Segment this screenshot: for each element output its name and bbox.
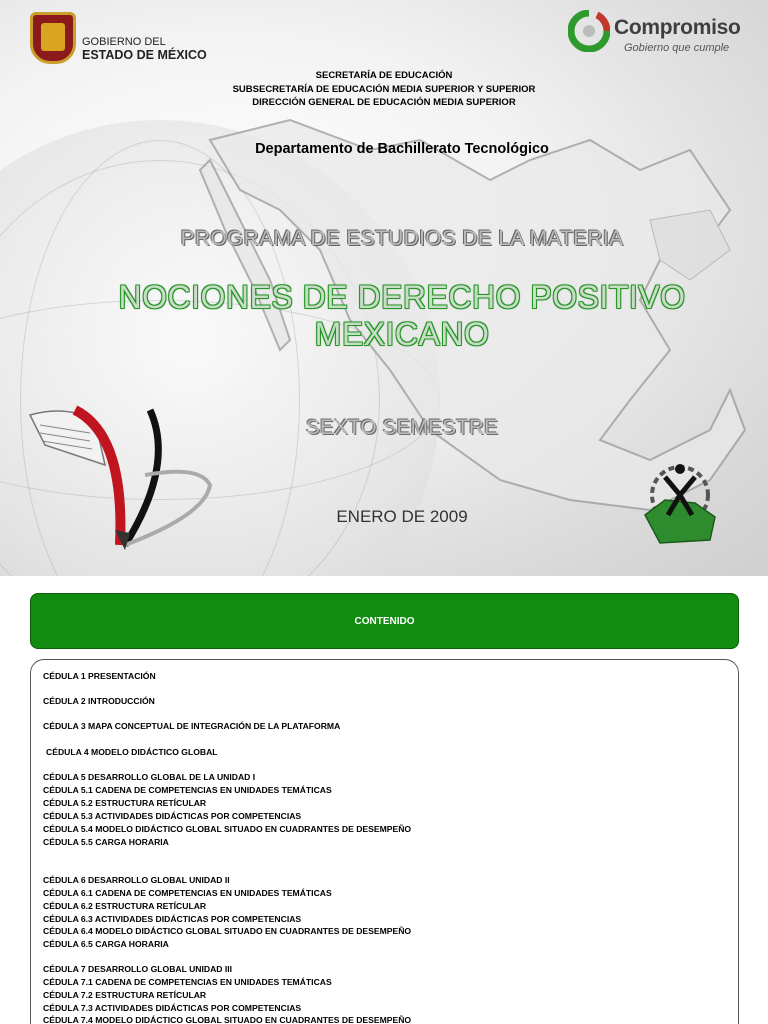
table-of-contents <box>30 659 739 1024</box>
secretaria-line: SECRETARÍA DE EDUCACIÓN <box>315 70 453 81</box>
toc-item[interactable]: CÉDULA 5.5 CARGA HORARIA <box>43 837 169 847</box>
department-title: Departamento de Bachillerato Tecnológico <box>255 141 549 157</box>
gov-line-1: GOBIERNO DEL <box>82 36 166 48</box>
program-heading: PROGRAMA DE ESTUDIOS DE LA MATERIA <box>180 227 624 250</box>
toc-item[interactable]: CÉDULA 7.2 ESTRUCTURA RETÍCULAR <box>43 990 207 1000</box>
contenido-label: CONTENIDO <box>354 615 415 627</box>
toc-item[interactable]: CÉDULA 5.4 MODELO DIDÁCTICO GLOBAL SITUADO EN CUADRANTES DE DESEMPEÑO <box>43 824 412 834</box>
subsecretaria-line: SUBSECRETARÍA DE EDUCACIÓN MEDIA SUPERIOR Y SUPERIOR <box>232 83 536 95</box>
date-label: ENERO DE 2009 <box>336 507 468 526</box>
toc-item[interactable]: CÉDULA 2 INTRODUCCIÓN <box>43 696 155 706</box>
coat-of-arms-icon <box>30 12 76 64</box>
subject-title <box>0 279 768 353</box>
toc-item[interactable]: CÉDULA 7.3 ACTIVIDADES DIDÁCTICAS POR COMPETENCIAS <box>43 1003 302 1013</box>
toc-item[interactable]: CÉDULA 5.1 CADENA DE COMPETENCIAS EN UNIDADES TEMÁTICAS <box>43 785 332 795</box>
compromiso-subtitle: Gobierno que cumple <box>624 42 730 54</box>
toc-item[interactable]: CÉDULA 6.1 CADENA DE COMPETENCIAS EN UNIDADES TEMÁTICAS <box>43 888 332 898</box>
toc-item[interactable]: CÉDULA 6.3 ACTIVIDADES DIDÁCTICAS POR COMPETENCIAS <box>43 914 302 924</box>
gobierno-estado-mexico-logo <box>30 12 220 68</box>
toc-item[interactable]: CÉDULA 5.2 ESTRUCTURA RETÍCULAR <box>43 798 207 808</box>
subject-title-line-2: MEXICANO <box>314 316 490 352</box>
toc-item[interactable]: CÉDULA 7.4 MODELO DIDÁCTICO GLOBAL SITUADO EN CUADRANTES DE DESEMPEÑO <box>43 1015 412 1024</box>
toc-item[interactable]: CÉDULA 6 DESARROLLO GLOBAL UNIDAD II <box>43 875 230 885</box>
toc-item[interactable]: CÉDULA 5 DESARROLLO GLOBAL DE LA UNIDAD I <box>43 772 256 782</box>
toc-item[interactable]: CÉDULA 6.5 CARGA HORARIA <box>43 939 169 949</box>
scroll-quill-logo <box>25 405 215 555</box>
contenido-header-bar <box>30 593 739 649</box>
toc-item[interactable]: CÉDULA 5.3 ACTIVIDADES DIDÁCTICAS POR COMPETENCIAS <box>43 811 302 821</box>
toc-item[interactable]: CÉDULA 1 PRESENTACIÓN <box>43 671 156 681</box>
toc-item[interactable]: CÉDULA 6.4 MODELO DIDÁCTICO GLOBAL SITUADO EN CUADRANTES DE DESEMPEÑO <box>43 926 412 936</box>
toc-item[interactable]: CÉDULA 3 MAPA CONCEPTUAL DE INTEGRACIÓN DE LA PLATAFORMA <box>43 721 341 731</box>
direccion-line: DIRECCIÓN GENERAL DE EDUCACIÓN MEDIA SUPERIOR <box>252 97 516 108</box>
compromiso-title: Compromiso <box>614 16 741 39</box>
toc-item[interactable]: CÉDULA 4 MODELO DIDÁCTICO GLOBAL <box>46 747 218 757</box>
toc-item[interactable]: CÉDULA 7.1 CADENA DE COMPETENCIAS EN UNIDADES TEMÁTICAS <box>43 977 332 987</box>
toc-item[interactable]: CÉDULA 6.2 ESTRUCTURA RETÍCULAR <box>43 901 207 911</box>
institution-header <box>0 69 768 110</box>
compromiso-swirl-icon <box>568 10 610 52</box>
semester-label: SEXTO SEMESTRE <box>305 416 499 439</box>
subject-title-line-1: NOCIONES DE DERECHO POSITIVO <box>118 279 686 315</box>
institution-emblem-icon <box>640 455 720 550</box>
toc-item[interactable]: CÉDULA 7 DESARROLLO GLOBAL UNIDAD III <box>43 964 233 974</box>
gov-line-2: ESTADO DE MÉXICO <box>82 48 207 62</box>
compromiso-logo <box>568 10 748 60</box>
